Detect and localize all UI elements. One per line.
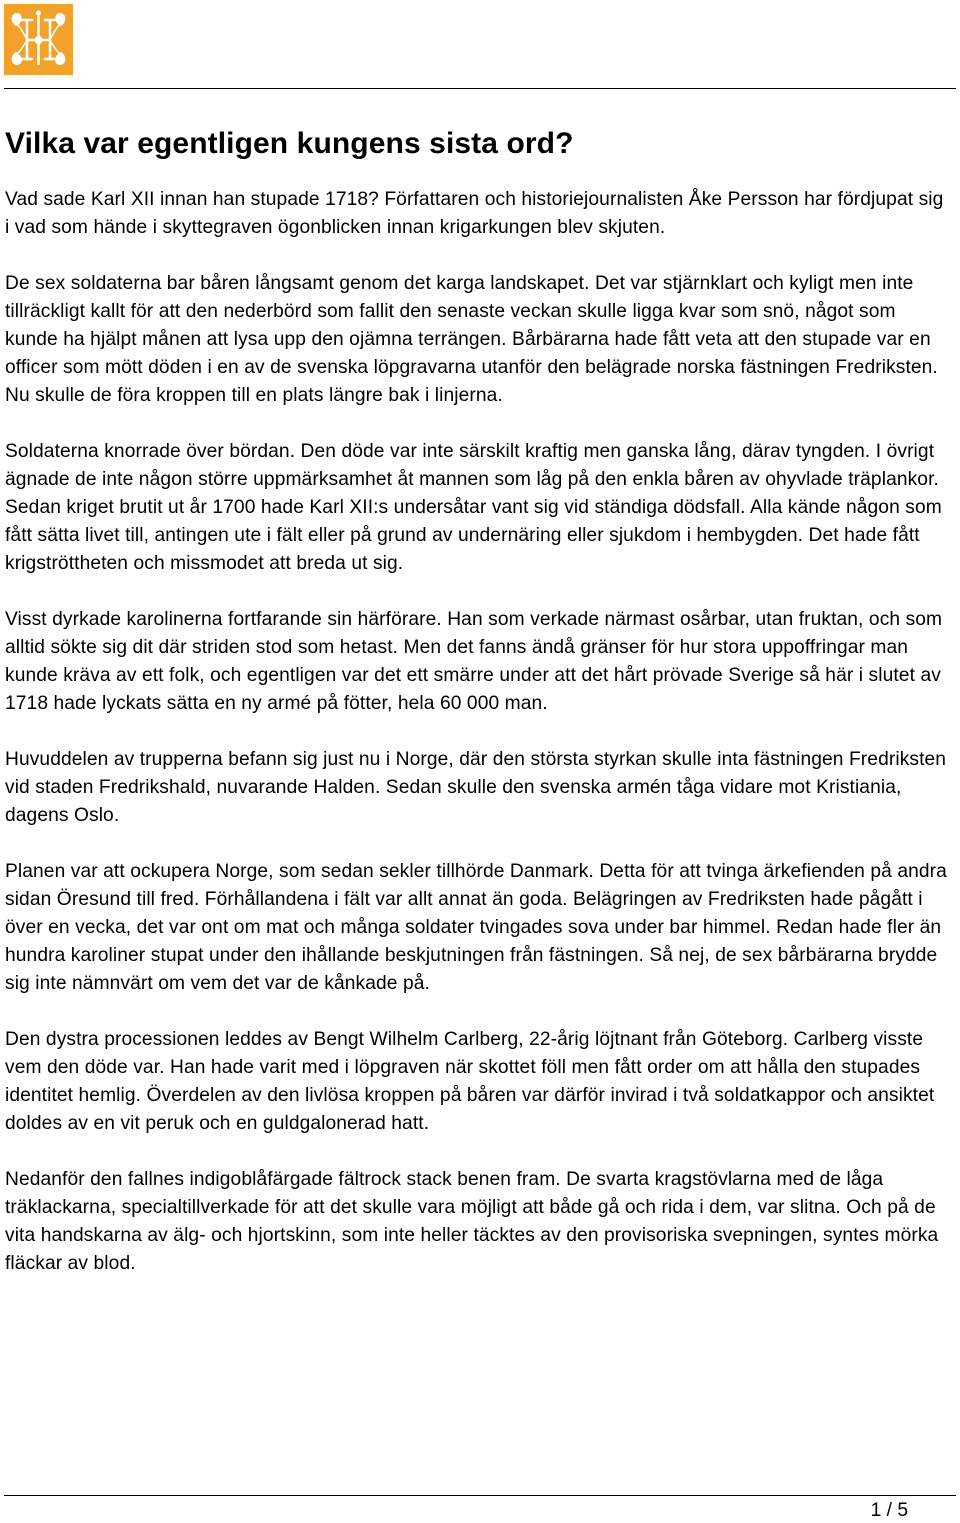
page-number: 1 / 5 (870, 1500, 908, 1521)
article-paragraph: De sex soldaterna bar båren långsamt genom det karga landskapet. Det var stjärnklart och kyligt men inte tillräckligt kallt för att den nederbörd som fallit den senaste veckan skulle ligga kvar som snö, något som kunde ha hjälpt månen att lysa upp den ojämna terrängen. Bårbärarna hade fått veta att den stupade var en officer som mött döden i en av de svenska löpgravarna utanför den belägrade norska fästningen Fredriksten. Nu skulle de föra kroppen till en plats längre bak i linjerna. (5, 273, 938, 406)
article-paragraph: Nedanför den fallnes indigoblåfärgade fältrock stack benen fram. De svarta kragstövlarna med de låga träklackarna, specialtillverkade för att det skulle vara möjligt att både gå och rida i dem, var slitna. Och på de vita handskarna av älg- och hjortskinn, som inte heller täcktes av den provisoriska svepningen, syntes mörka fläckar av blod. (5, 1169, 939, 1274)
site-logo[interactable] (4, 4, 73, 75)
article-paragraph: Huvuddelen av trupperna befann sig just nu i Norge, där den största styrkan skulle inta fästningen Fredriksten vid staden Fredrikshald, nuvarande Halden. Sedan skulle den svenska armén tåga vidare mot Kristiania, dagens Oslo. (5, 749, 947, 826)
footer-divider (4, 1495, 956, 1496)
header-divider (4, 88, 956, 89)
article-title: Vilka var egentligen kungens sista ord? (5, 127, 574, 160)
article (5, 126, 953, 1306)
page-header (4, 4, 960, 89)
article-paragraph: Soldaterna knorrade över bördan. Den döde var inte särskilt kraftig men ganska lång, därav tyngden. I övrigt ägnade de inte någon större uppmärksamhet åt mannen som låg på den enkla båren av ohyvlade träplankor. Sedan kriget brutit ut år 1700 hade Karl XII:s undersåtar vant sig vid ständiga dödsfall. Alla kände någon som fått sätta livet till, antingen ute i fält eller på grund av undernäring eller sjukdom i hembygden. Det hade fått krigströttheten och missmodet att breda ut sig. (5, 441, 942, 574)
article-paragraph: Planen var att ockupera Norge, som sedan sekler tillhörde Danmark. Detta för att tvinga ärkefienden på andra sidan Öresund till fred. Förhållandena i fält var allt annat än goda. Belägringen av Fredriksten hade pågått i över en vecka, det var ont om mat och många soldater tvingades sova under bar himmel. Redan hade fler än hundra karoliner stupat under den ihållande beskjutningen från fästningen. Så nej, de sex bårbärarna brydde sig inte nämnvärt om vem det var de kånkade på. (5, 861, 947, 994)
article-paragraph: Visst dyrkade karolinerna fortfarande sin härförare. Han som verkade närmast osårbar, utan fruktan, och som alltid sökte sig dit där striden stod som hetast. Men det fanns ändå gränser för hur stora uppoffringar man kunde kräva av ett folk, och egentligen var det ett smärre under att det hårt prövade Sverige så här i slutet av 1718 hade lyckats sätta en ny armé på fötter, hela 60 000 man. (5, 609, 943, 714)
article-lead-paragraph: Vad sade Karl XII innan han stupade 1718? Författaren och historiejournalisten Åke Persson har fördjupat sig i vad som hände i skyttegraven ögonblicken innan krigarkungen blev skjuten. (5, 189, 944, 238)
article-paragraph: Den dystra processionen leddes av Bengt Wilhelm Carlberg, 22-årig löjtnant från Göteborg. Carlberg visste vem den döde var. Han hade varit med i löpgraven när skottet föll men fått order om att hålla den stupades identitet hemlig. Överdelen av den livlösa kroppen på båren var därför invirad i två soldatkappor och ansiktet doldes av en vit peruk och en guldgalonerad hatt. (5, 1029, 935, 1134)
monogram-logo-icon (4, 4, 73, 75)
